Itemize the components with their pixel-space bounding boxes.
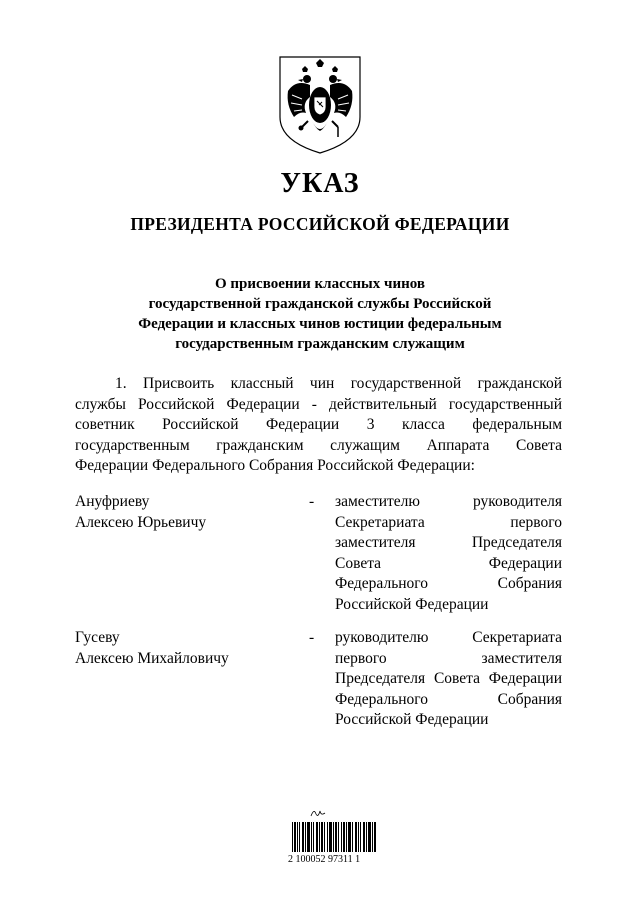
position-line: Федерального Собрания	[335, 575, 562, 592]
position-line: заместителя Председателя	[335, 534, 562, 551]
position-line: Секретариата первого	[335, 513, 562, 531]
heading-line: Федерации и классных чинов юстиции федеральным	[138, 316, 502, 332]
decree-heading	[90, 274, 550, 354]
position-line: руководителю Секретариата	[335, 629, 562, 646]
appointee-position	[335, 492, 562, 615]
position-line: Российской Федерации	[335, 595, 489, 613]
decree-issuer: ПРЕЗИДЕНТА РОССИЙСКОЙ ФЕДЕРАЦИИ	[130, 214, 510, 234]
appointee-entry	[75, 492, 562, 616]
appointee-name-line: Гусеву	[75, 629, 120, 646]
paragraph-line: Федерации Федерального Собрания Российской Федерации:	[75, 457, 475, 474]
position-line: заместителю руководителя	[335, 493, 562, 510]
barcode-number: 2 100052 97311 1	[288, 854, 361, 865]
appointee-name	[75, 628, 275, 669]
paragraph-line: государственным гражданским служащим Аппарата Совета	[75, 436, 562, 454]
entry-dash: -	[309, 629, 315, 646]
appointee-name-line: Алексею Михайловичу	[75, 649, 229, 667]
appointee-name	[75, 492, 275, 533]
paragraph-line: 1. Присвоить классный чин государственной гражданской	[115, 375, 562, 392]
position-line: первого заместителя	[335, 649, 562, 667]
decree-title: УКАЗ	[280, 168, 360, 199]
appointee-name-line: Ануфриеву	[75, 493, 150, 510]
heading-line: государственной гражданской службы Российской	[148, 296, 492, 312]
appointee-entry	[75, 628, 562, 732]
position-line: Федерального Собрания	[335, 690, 562, 708]
coat-of-arms-emblem	[276, 55, 364, 155]
appointee-name-line: Алексею Юрьевичу	[75, 513, 207, 531]
heading-line: О присвоении классных чинов	[215, 276, 425, 292]
barcode-bars	[292, 822, 376, 852]
decree-paragraph-1	[75, 374, 562, 477]
heading-line: государственным гражданским служащим	[175, 336, 465, 352]
paragraph-line: службы Российской Федерации - действительный государственный	[75, 395, 562, 413]
position-line: Совета Федерации	[335, 554, 562, 572]
paragraph-line: советник Российской Федерации 3 класса федеральным	[75, 416, 562, 433]
handwritten-mark-icon	[310, 808, 326, 818]
position-line: Российской Федерации	[335, 711, 489, 728]
entry-dash: -	[309, 493, 315, 510]
appointee-position	[335, 628, 562, 731]
barcode	[288, 808, 378, 868]
position-line: Председателя Совета Федерации	[335, 670, 562, 687]
